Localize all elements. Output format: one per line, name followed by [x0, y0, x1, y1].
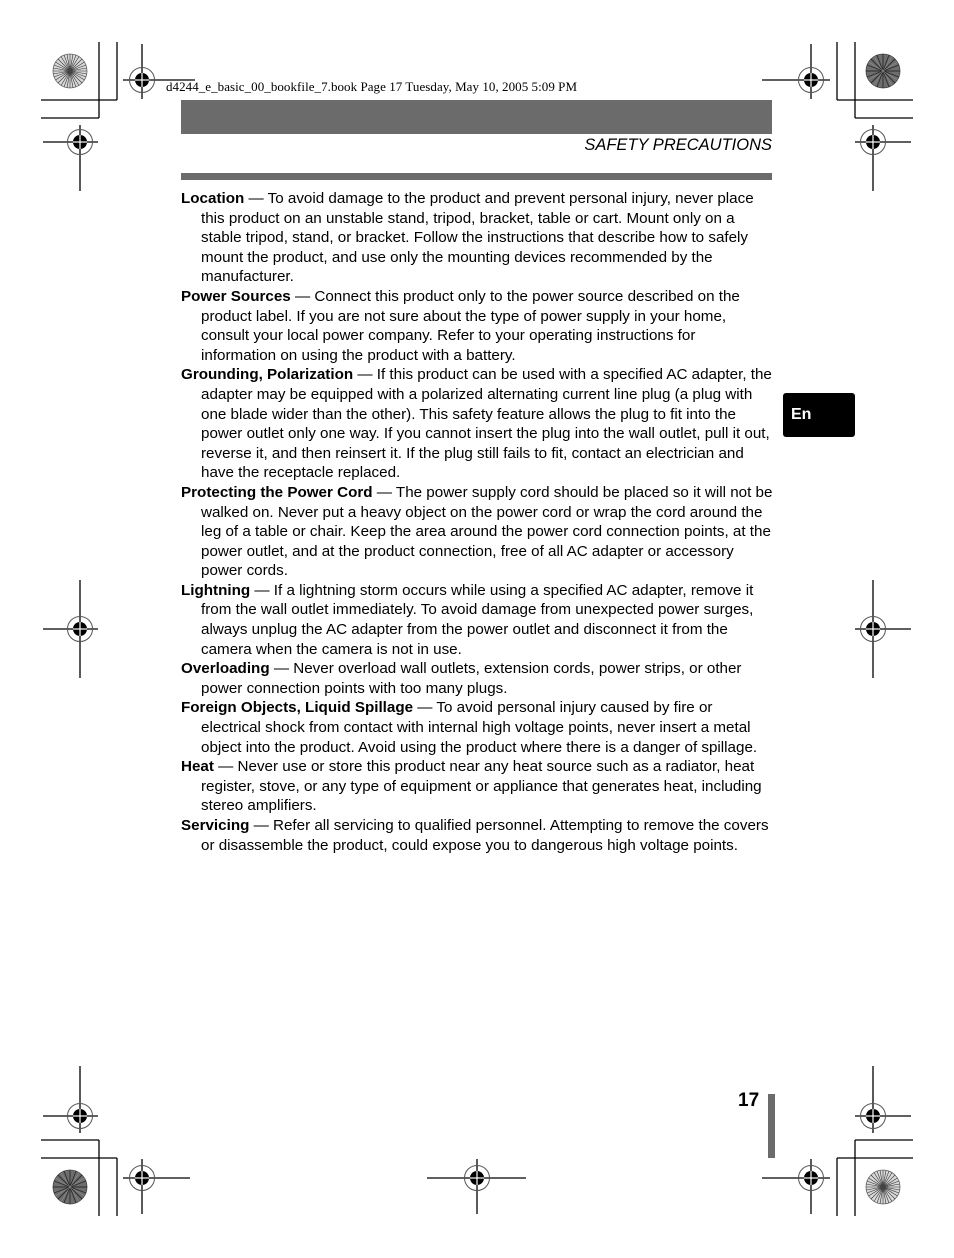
print-slug: d4244_e_basic_00_bookfile_7.book Page 17 Tuesday, May 10, 2005 5:09 PM: [166, 79, 578, 94]
precaution-heat: [181, 757, 773, 816]
precautions-list: [181, 189, 773, 855]
precaution-text: — If this product can be used with a specified AC adapter, the adapter may be equipped with a polarized alternating current line plug (a plug with one blade wider than the other). This safety feature allows the plug to fit into the power outlet only one way. If you cannot insert the plug into the wall outlet, pull it out, reverse it, and then reinsert it. If the plug still fails to fit, contact an electrician and have the receptacle replaced.: [201, 366, 772, 482]
precaution-text: — Refer all servicing to qualified personnel. Attempting to remove the covers or disassemble the product, could expose you to dangerous high voltage points.: [201, 817, 769, 854]
precaution-text: — Connect this product only to the power source described on the product label. If you are not sure about the type of power supply in your home, consult your local power company. Refer to your operating instructions for information on using the product with a battery.: [201, 287, 740, 364]
language-tab: En: [783, 393, 855, 437]
precaution-overloading: [181, 659, 773, 698]
precaution-term: Foreign Objects, Liquid Spillage: [181, 699, 414, 717]
header-bar: [181, 100, 772, 134]
precaution-lightning: [181, 581, 773, 659]
page-number: 17: [738, 1090, 760, 1111]
precaution-servicing: [181, 816, 773, 855]
page-number-bar: [768, 1094, 775, 1158]
section-title: SAFETY PRECAUTIONS: [584, 136, 772, 154]
precaution-location: [181, 189, 773, 287]
precaution-foreign-objects: [181, 698, 773, 757]
precaution-term: Location: [181, 190, 245, 207]
precaution-term: Protecting the Power Cord: [181, 483, 373, 501]
precaution-term: Heat: [181, 758, 214, 776]
precaution-text: — To avoid personal injury caused by fire or electrical shock from contact with internal high voltage points, never insert a metal object into the product. Avoid using the product where there is a danger of spillage.: [201, 699, 758, 756]
precaution-text: — Never use or store this product near any heat source such as a radiator, heat register, stove, or any type of equipment or appliance that generates heat, including stereo amplifiers.: [201, 758, 762, 815]
precaution-text: — If a lightning storm occurs while using a specified AC adapter, remove it from the wall outlet immediately. To avoid damage from unexpected power surges, always unplug the AC adapter from the power outlet and disconnect it from the camera when the camera is not in use.: [201, 581, 754, 658]
precaution-text: — To avoid damage to the product and prevent personal injury, never place this product on an unstable stand, tripod, bracket, table or cart. Mount only on a stable tripod, stand, or bracket. Follow the instructions that describe how to safely mount the product, and use only the mounting devices recommended by the manufacturer.: [201, 190, 754, 286]
precaution-term: Servicing: [181, 817, 250, 834]
header-rule: [181, 173, 772, 180]
precaution-term: Overloading: [181, 660, 270, 678]
precaution-text: — Never overload wall outlets, extension cords, power strips, or other power connection points with too many plugs.: [201, 660, 742, 697]
precaution-text: — The power supply cord should be placed so it will not be walked on. Never put a heavy object on the power cord or wrap the cord around the leg of a table or chair. Keep the area around the power cord connection points, at the power outlet, and at the product connection, free of all AC adapter or accessory power cords.: [201, 483, 773, 580]
precaution-term: Grounding, Polarization: [181, 366, 354, 384]
precaution-power-cord: [181, 483, 773, 581]
precaution-term: Lightning: [181, 581, 251, 599]
precaution-term: Power Sources: [181, 287, 291, 305]
precaution-power-sources: [181, 287, 773, 365]
precaution-grounding: [181, 365, 773, 483]
